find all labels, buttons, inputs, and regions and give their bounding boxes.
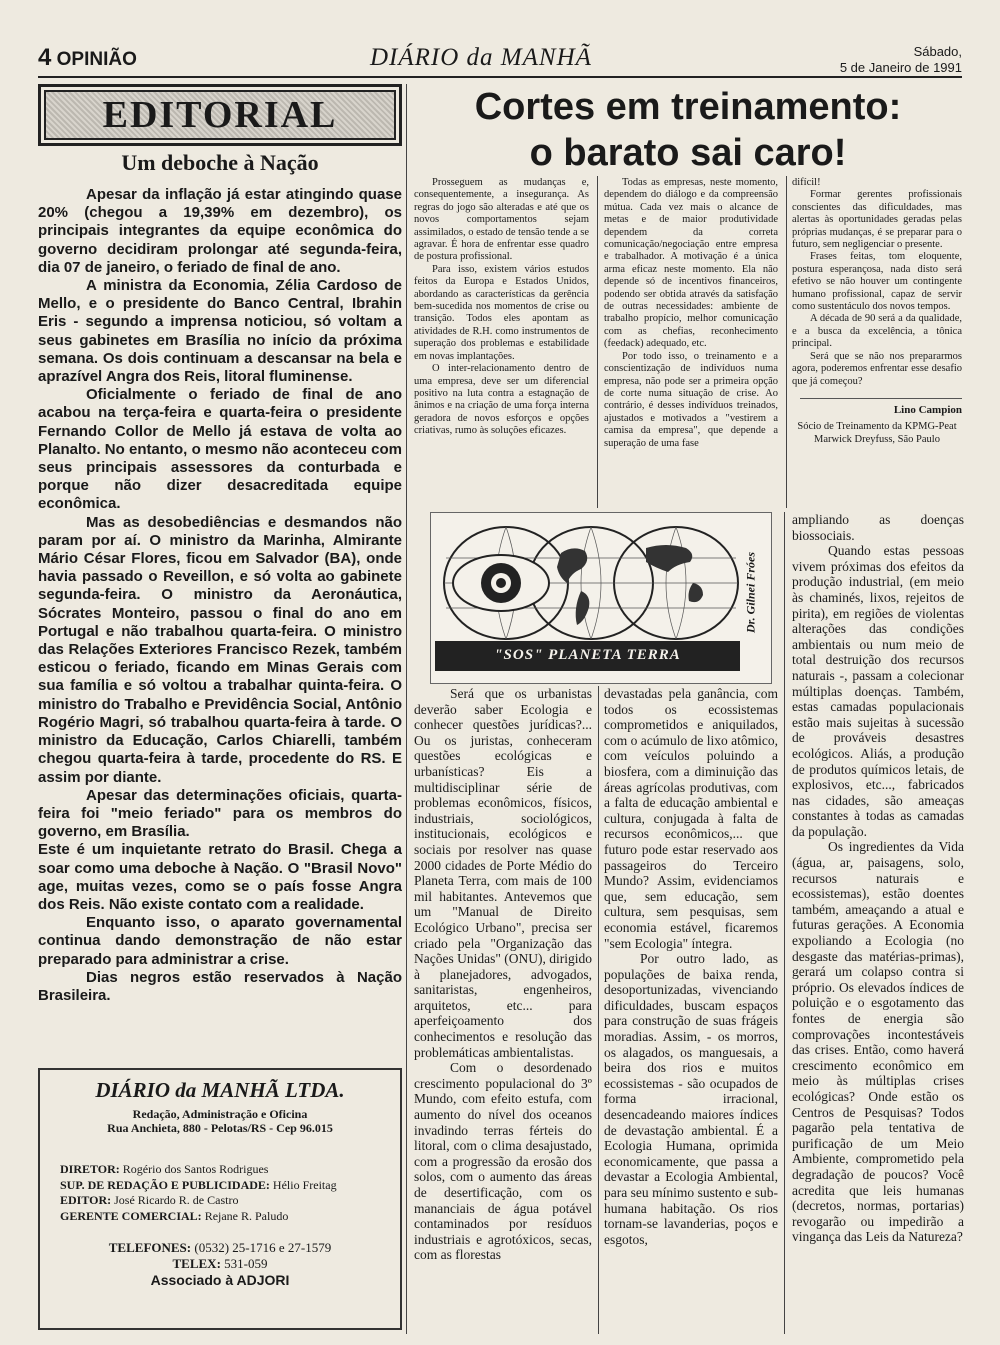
- editorial-paragraph: Dias negros estão reservados à Nação Brasileira.: [38, 968, 402, 1004]
- issue-date: [840, 44, 962, 76]
- phones-row: [38, 1240, 402, 1256]
- editorial-paragraph: Apesar das determinações oficiais, quarta-feira foi "meio feriado" para os membros do governo, em Brasília.: [38, 786, 402, 841]
- staff-row: [60, 1193, 400, 1209]
- staff-role: SUP. DE REDAÇÃO E PUBLICIDADE:: [60, 1177, 270, 1192]
- telex-value: 531-059: [224, 1256, 268, 1271]
- article-paragraph: difícil!: [792, 177, 821, 188]
- masthead: DIÁRIO da MANHÃ: [370, 44, 592, 71]
- editorial-body: [38, 186, 402, 1005]
- column-rule: [597, 176, 598, 508]
- editorial-paragraph: Este é um inquietante retrato do Brasil. Chega a soar como uma deboche à Nação. O "Brasil Novo" age, muitas vezes, como se o país fosse Angra dos Reis. Não existe contato com a realidade.: [38, 841, 402, 913]
- staff-name: Rogério dos Santos Rodrigues: [122, 1162, 269, 1176]
- essay-paragraph: Será que os urbanistas deverão saber Ecologia e conhecer questões jurídicas?... Ou os juristas, conheceram questões ecológicas e urbanísticas? Eis a multidisciplinar série de problemas econômicos, físicos, industriais, sociológicos, institucionais, ecológicos e sociais por resolver nas quase 2000 cidades de Porte Médio do Planeta Terra, com mais de 100 mil habitantes. Antevemos que um "Manual de Direito Ecológico Urbano", precisa ser criado pela "Organização das Nações Unidas" (ONU), dirigido à planejadores, advogados, sanitaristas, engenheiros, arquitetos, etc... para aperfeiçoamento dos conhecimentos e resolução das problemáticas ambientalistas.: [414, 686, 592, 1060]
- illustration-credit: Dr. Gilnei Fróes: [743, 552, 758, 634]
- editorial-paragraph: Enquanto isso, o aparato governamental continua dando demonstração de não estar preparado para administrar a crise.: [38, 914, 402, 968]
- phones-label: TELEFONES:: [108, 1240, 192, 1255]
- imprint-address-line: Rua Anchieta, 880 - Pelotas/RS - Cep 96.015: [107, 1121, 333, 1135]
- article-paragraph: Para isso, existem vários estudos feitos da Europa e Estados Unidos, abordando as características da gerência bem-sucedida nos momentos de crise ou transição. Todos eles apontam as atividades de R.H. como instrumentos de superação dos problemas e estabilidade em novas implantações.: [414, 263, 589, 362]
- weekday: Sábado,: [913, 44, 962, 59]
- column-rule: [786, 176, 787, 508]
- essay-column-3: [792, 512, 964, 1245]
- editorial-paragraph: Apesar da inflação já estar atingindo quase 20% (chegou a 19,39% em dezembro), os principais integrantes da equipe econômica do governo decidiram prolongar até segunda-feira, dia 07 de janeiro, o feriado de final de ano.: [38, 186, 402, 276]
- article-paragraph: Frases feitas, tom eloquente, postura esperançosa, nada disto será efetivo se não houver um contingente humano profissional, capaz de servir como sustentáculo dos novos tempos.: [792, 251, 962, 313]
- article-paragraph: A década de 90 será a da qualidade, e a busca da excelência, a tônica principal.: [792, 313, 962, 350]
- column-rule: [598, 686, 599, 1334]
- essay-paragraph: Por outro lado, as populações de baixa renda, desoportunizadas, vivenciando dificuldades, buscam espaços para construção de suas frágeis moradias. Assim, - os morros, os alagados, os manguesais, a beira dos rios e muitos ecossistemas - são ocupados de forma irracional, desencadeando maiores índices de devastação ambiental. É a Ecologia Humana, oprimida economicamente, que passa a devastar a Ecologia Ambiental, para seu mínimo sustento e sub-humana habitação. Os rios tornam-se lavanderias, poços e esgotos,: [604, 951, 778, 1247]
- article-author: Lino Campion: [893, 404, 962, 416]
- article-paragraph: Prosseguem as mudanças e, consequentemente, a insegurança. As regras do jogo são alteradas e até que os novos comportamentos sejam assimilados, o estado de tensão tende a se agravar. É hora de enfrentar esse quadro de postura profissional.: [414, 177, 589, 263]
- staff-name: Rejane R. Paludo: [204, 1208, 289, 1223]
- staff-role: EDITOR:: [60, 1193, 112, 1207]
- article-author-role: Sócio de Treinamento da KPMG-Peat Marwick Dreyfuss, São Paulo: [797, 421, 957, 445]
- article-column-3: [792, 177, 962, 388]
- staff-name: Hélio Freitag: [272, 1177, 337, 1192]
- article-title-line: Cortes em treinamento:: [474, 86, 902, 128]
- article-title-line: o barato sai caro!: [529, 132, 847, 174]
- staff-row: [60, 1209, 400, 1225]
- sos-planet-illustration: [430, 512, 772, 684]
- editorial-banner: [44, 90, 396, 140]
- editorial-subtitle: Um deboche à Nação: [121, 150, 319, 175]
- essay-paragraph: Os ingredientes da Vida (água, ar, paisagens, solo, recursos naturais e ecossistemas), estão doentes também, ameaçando a atual e futuras gerações. A Economia expoliando a Ecologia (no desgaste das matérias-primas), gerará um colapso contra si próprio. Os elevados índices de poluição e o esgotamento das fontes de energia são comprovações incontestáveis das crises. Então, como haverá crescimento econômico em meio às múltiplas crises ecológicas? Onde estão os Centros de Pesquisas? Todos pagarão pela tentativa de purificação de um Meio Ambiente, comprometido pela degradação de poucos? Você acredita que leis humanas (decretos, normas, portarias) revogarão ou impedirão a vingança das Leis da Natureza?: [792, 839, 964, 1245]
- signature-rule: [800, 398, 962, 399]
- column-rule: [784, 512, 785, 1334]
- illustration-caption: "SOS" PLANETA TERRA: [494, 647, 681, 663]
- article-title: [412, 84, 964, 176]
- editorial-paragraph: Oficialmente o feriado de final de ano acabou na terça-feira e quarta-feira o presidente Fernando Collor de Mello já estava de volta ao Planalto. No entanto, o mesmo não aconteceu com seus principais assessores da conturbada e porque não dizer desacreditada equipe econômica.: [38, 386, 402, 513]
- article-column-1: [414, 177, 589, 438]
- article-column-2: [604, 177, 778, 450]
- article-paragraph: Formar gerentes profissionais conscientes das dificuldades, mas alertas às oportunidades geradas pelas próprias mudanças, é se preparar para o futuro, sem negligenciar o presente.: [792, 189, 962, 251]
- essay-paragraph: ampliando as doenças biossociais.: [792, 512, 964, 543]
- association: Associado à ADJORI: [150, 1272, 290, 1288]
- staff-row: [60, 1162, 400, 1178]
- article-paragraph: Por todo isso, o treinamento e a conscientização de indivíduos numa empresa, não pode ser a primeira opção de corte numa situação de crise. Ao contrário, é desses indivíduos treinados, ajustados e motivados a "vestirem a camisa da empresa", que depende a superação de uma fase: [604, 350, 778, 449]
- editorial-paragraph: A ministra da Economia, Zélia Cardoso de Mello, e o presidente do Banco Central, Ibrahin Eris - segundo a imprensa noticiou, só voltam a seus gabinetes em Brasília no início da próxima semana. Os dois continuam a descansar na bela e aprazível Angra dos Reis, litoral fluminense.: [38, 277, 402, 386]
- section-name: OPINIÃO: [56, 49, 137, 70]
- essay-paragraph: devastadas pela ganância, com todos os ecossistemas comprometidos e aniquilados, com o acúmulo de lixo atômico, com veículos poluindo a biosfera, com a diminuição das áreas agrícolas produtivas, com a falta de educação ambiental e cultura, conjugada à falta de recursos econômicos,... que futuro pode estar reservado aos passageiros do Terceiro Mundo? Assim, evidenciamos que, sem educação, sem cultura, sem pesquisas, sem economia estável, ficaremos "sem Ecologia" íntegra.: [604, 686, 778, 951]
- editorial-paragraph: Mas as desobediências e desmandos não param por aí. O ministro da Marinha, Almirante Mário César Flores, ficou em Salvador (BA), onde havia passado o Reveillon, e só volta ao gabinete segunda-feira. O ministro da Aeronáutica, Sócrates Monteiro, passou o final do ano em Portugal e não trabalhou quarta-feira. O ministro das Relações Exteriores Francisco Rezek, também esticou o feriado, ficando em Minas Gerais com sua família e só voltou a trabalhar quinta-feira. O ministro do Trabalho e Previdência Social, Antônio Rogério Magri, só trabalhou quarta-feira à tarde. O ministro da Educação, Carlos Chiarelli, também chegou quarta-feira à tarde, procedente do RS. E assim por diante.: [38, 513, 402, 786]
- imprint-address: [38, 1107, 402, 1135]
- imprint-staff: [60, 1162, 400, 1224]
- page-section-label: [38, 44, 137, 72]
- telex-row: [38, 1256, 402, 1272]
- staff-role: GERENTE COMERCIAL:: [60, 1208, 202, 1223]
- staff-name: José Ricardo R. de Castro: [114, 1193, 239, 1207]
- editorial-label: EDITORIAL: [102, 94, 338, 136]
- essay-paragraph: Quando estas pessoas vivem próximas dos efeitos da produção industrial, (em meio às chaminés, lixos, rejeitos de pirita), em regiões de violentas alterações das condições ambientais ou num meio de total destruição dos recursos naturais -, passam a colecionar múltiplas doenças. Também, estas camadas populacionais estão mais sujeitas à sucessão de prováveis desastres ecológicos. Aliás, a produção de produtos químicos letais, de explosivos, etc..., fabricados nas cidades, são ameaças constantes à todas as camadas da população.: [792, 543, 964, 839]
- essay-column-2: [604, 686, 778, 1247]
- header-rule: [38, 76, 962, 78]
- article-paragraph: Todas as empresas, neste momento, dependem do diálogo e da compreensão mútua. Cada vez mais o alcance de metas e de maior produtividade dependem da correta comunicação/negociação entre empresa e trabalhador. A motivação é a única arma eficaz neste momento. Ela não depende só de incentivos financeiros, podendo ser obtida através da satisfação de outras necessidades: ambiente de trabalho propício, melhor comunicação com as chefias, reconhecimento (feedack) adequado, etc.: [604, 177, 778, 350]
- imprint-contact: [38, 1240, 402, 1288]
- column-rule: [406, 84, 407, 1334]
- date: 5 de Janeiro de 1991: [839, 60, 962, 75]
- phones-value: (0532) 25-1716 e 27-1579: [194, 1240, 332, 1255]
- imprint-address-line: Redação, Administração e Oficina: [132, 1107, 308, 1121]
- telex-label: TELEX:: [172, 1256, 221, 1271]
- essay-paragraph: Com o desordenado crescimento populacional do 3º Mundo, com efeito estufa, com aumento do nível dos oceanos invadindo terras férteis do litoral, com o clima desajustado, com a progressão da erosão dos solos, com o aumento das áreas de desertificação, com os mananciais de água potável contaminados por resíduos industriais e agrotóxicos, secas, com as florestas: [414, 1060, 592, 1263]
- article-paragraph: O inter-relacionamento dentro de uma empresa, deve ser um diferencial positivo na luta contra a estagnação de ânimos e na criação de uma força interna geradora de novos esforços e opções criativas, rumo às soluções eficazes.: [414, 363, 589, 437]
- staff-row: [60, 1178, 400, 1194]
- staff-role: DIRETOR:: [60, 1162, 120, 1176]
- page-number: 4: [38, 44, 52, 71]
- essay-column-1: [414, 686, 592, 1263]
- article-paragraph: Será que se não nos prepararmos agora, poderemos enfrentar esse desafio que já começou?: [792, 350, 962, 387]
- imprint-title: DIÁRIO da MANHÃ LTDA.: [95, 1078, 345, 1102]
